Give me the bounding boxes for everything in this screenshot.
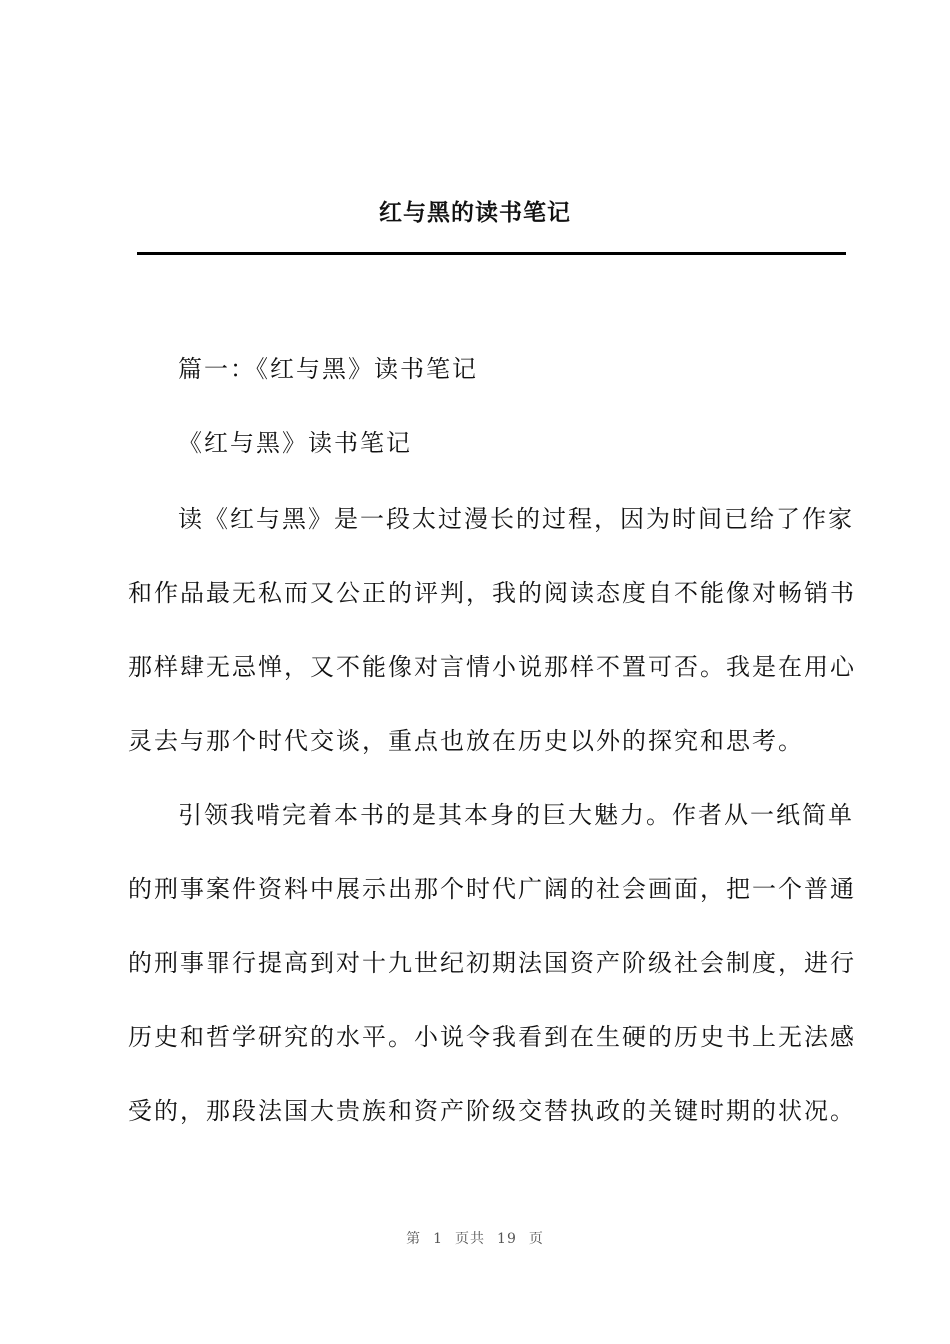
paragraph-line: 读《红与黑》是一段太过漫长的过程，因为时间已给了作家 [178, 505, 854, 533]
document-title: 红与黑的读书笔记 [379, 200, 571, 226]
paragraph-line: 的刑事案件资料中展示出那个时代广阔的社会画面，把一个普通 [128, 875, 856, 903]
paragraph-line: 受的，那段法国大贵族和资产阶级交替执政的关键时期的状况。 [128, 1097, 856, 1125]
section-heading: 篇一：《红与黑》读书笔记 [178, 355, 478, 383]
subsection-heading: 《红与黑》读书笔记 [178, 429, 412, 457]
footer-prefix: 第 [406, 1231, 422, 1247]
title-underline [137, 252, 846, 255]
footer-suffix: 页 [528, 1231, 544, 1247]
paragraph-line: 灵去与那个时代交谈，重点也放在历史以外的探究和思考。 [128, 727, 804, 755]
page-footer [0, 1228, 950, 1248]
footer-total-pages: 19 [497, 1231, 517, 1247]
footer-middle: 页共 [455, 1231, 486, 1247]
paragraph-line: 历史和哲学研究的水平。小说令我看到在生硬的历史书上无法感 [128, 1023, 856, 1051]
paragraph-line: 那样肆无忌惮，又不能像对言情小说那样不置可否。我是在用心 [128, 653, 856, 681]
paragraph-line: 引领我啃完着本书的是其本身的巨大魅力。作者从一纸简单 [178, 801, 854, 829]
footer-current-page: 1 [433, 1231, 444, 1247]
paragraph-line: 和作品最无私而又公正的评判，我的阅读态度自不能像对畅销书 [128, 579, 856, 607]
paragraph-line: 的刑事罪行提高到对十九世纪初期法国资产阶级社会制度，进行 [128, 949, 856, 977]
